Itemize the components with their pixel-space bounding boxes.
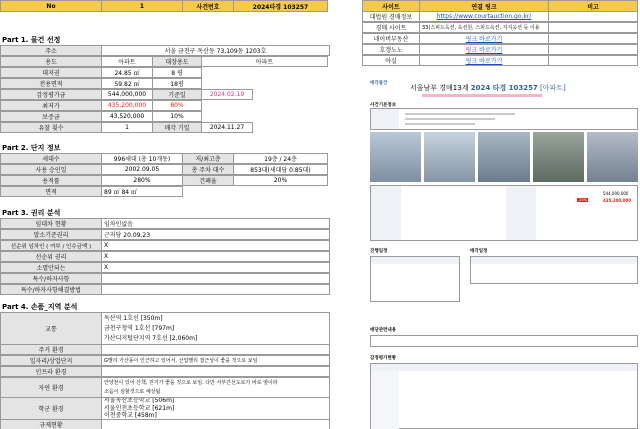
park-value: 853대(세대당 0.85대) (233, 164, 328, 175)
r3-label: 선순위 임차인 ( 여부 / 인수금액 ) (0, 240, 102, 251)
r2-value: 근저당 20.09.23 (101, 229, 330, 240)
min-pct: 80% (152, 100, 202, 111)
land-label: 대지권 (0, 67, 102, 78)
min-value: 435,200,000 (101, 100, 153, 111)
appr-value: 544,000,000 (101, 89, 153, 100)
addr-value: 서울 금천구 독산동 73,109동 1203호 (101, 45, 330, 56)
doc-related-box (370, 335, 638, 347)
r7-label: 특수/하자사항해결방법 (0, 284, 102, 295)
asil-note (548, 55, 638, 66)
school-line-1: 서울독산초등학교 [506m] (104, 397, 175, 405)
reg-label: 규제현황 (0, 419, 102, 429)
live-value (101, 344, 330, 355)
dep-pct: 10% (152, 111, 202, 122)
school-line-2: 서울인천초등학교 [621m] (104, 404, 175, 412)
r5-value: X (101, 262, 330, 273)
land-m2: 24.85 ㎡ (101, 67, 153, 78)
floor-label: 저/최고층 (182, 153, 234, 164)
doc-text-line (405, 123, 475, 125)
doc-title-suf: [아파트] (537, 84, 566, 92)
nature-line-2: 소음이 심할것으로 예상됨 (104, 388, 161, 395)
traffic-line-1: 독산역 1호선 [350m] (104, 314, 163, 322)
reg-value (101, 419, 330, 429)
doc-section-related: 매당관련내용 (370, 328, 397, 333)
part2-title: Part 2. 단지 정보 (2, 144, 61, 152)
nature-label: 자연 환경 (0, 377, 102, 398)
header-case-no: 2024타경 103257 (233, 0, 328, 12)
area-py: 18평 (152, 78, 202, 89)
dep-value: 43,520,000 (101, 111, 153, 122)
doc-table-head (371, 257, 459, 264)
use-value: 아파트 (101, 56, 153, 67)
doc-appraisal-table (370, 363, 638, 429)
infra-value (101, 366, 330, 377)
hh-label: 세대수 (0, 153, 102, 164)
site-name-court: 대법원 경매정보 (362, 11, 420, 22)
area-m2: 59.82 ㎡ (101, 78, 153, 89)
court-note (548, 11, 638, 22)
floor-value: 19층 / 24층 (233, 153, 328, 164)
traffic-value (101, 312, 330, 345)
doc-section-appraisal: 감정평가현황 (370, 356, 397, 361)
doc-table-head (471, 257, 637, 264)
doc-detail-table (370, 185, 638, 241)
part1-title: Part 1. 물건 선정 (2, 36, 61, 44)
land-py: 8 평 (152, 67, 202, 78)
r6-label: 특수/하자사항 (0, 273, 102, 284)
r5-label: 소멸안되는 (0, 262, 102, 273)
r4-label: 선순위 권리 (0, 251, 102, 262)
part3-title: Part 3. 권리 분석 (2, 209, 61, 217)
doc-table-head (371, 364, 637, 371)
doc-section-basic: 사건기본정보 (370, 103, 397, 108)
bcr-value: 20% (233, 175, 328, 186)
doc-sale-table (470, 256, 638, 284)
fail-label: 유찰 횟수 (0, 122, 102, 133)
base-label: 기준일 (152, 89, 202, 100)
hogang-note (548, 44, 638, 55)
hh-value: 996세대 (총 10개동) (101, 153, 183, 164)
sz-label: 면적 (0, 186, 102, 197)
fail-value: 1 (101, 122, 153, 133)
cat-value: 아파트 (201, 56, 328, 67)
min-label: 최저가 (0, 100, 102, 111)
cat-label: 대장용도 (152, 56, 202, 67)
site-header: 사이트 (362, 0, 420, 12)
infra-label: 인프라 환경 (0, 366, 102, 377)
site-name-hogang: 호갱노노 (362, 44, 420, 55)
base-date: 2024.02.19 (201, 89, 253, 100)
naver-link[interactable]: 링크 바로가기 (419, 33, 549, 44)
nature-line-1: 안양천이 있어 산책, 걷기가 좋을 것으로 보임. 다만 서부간선도로가 바로 옆이라 (104, 379, 278, 386)
building-photo (533, 132, 584, 182)
school-line-3: 이천중학교 [458m] (104, 412, 157, 420)
date-label: 사용 승인일 (0, 164, 102, 175)
part4-title: Part 4. 손품_지역 분석 (2, 303, 78, 311)
building-photo (424, 132, 475, 182)
doc-title (410, 83, 566, 93)
doc-text-line (405, 113, 515, 115)
r1-label: 임대차 현황 (0, 218, 102, 229)
court-link[interactable]: https://www.courtauction.go.kr/ (419, 11, 549, 22)
traffic-line-2: 금천구청역 1호선 [797m] (104, 324, 175, 332)
date-value: 2002.09.05 (101, 164, 183, 175)
far-value: 280% (101, 175, 183, 186)
doc-title-pre: 서울남부 경매13계 (410, 84, 471, 92)
hogang-link[interactable]: 링크 바로가기 (419, 44, 549, 55)
dep-label: 보증금 (0, 111, 102, 122)
r7-value (101, 284, 330, 295)
doc-label-col (506, 186, 536, 240)
auction-document (362, 75, 640, 429)
header-num: 1 (101, 0, 183, 12)
header-case-label: 사건번호 (182, 0, 234, 12)
r4-value: X (101, 251, 330, 262)
doc-label-col (371, 186, 401, 240)
doc-discount-badge: -20% (578, 198, 588, 202)
naver-note (548, 33, 638, 44)
bcr-label: 건폐율 (182, 175, 234, 186)
doc-appraisal-price: 544,000,000 (603, 191, 629, 196)
school-label: 학군 환경 (0, 397, 102, 420)
nature-value (101, 377, 330, 398)
park-label: 총 주차 대수 (182, 164, 234, 175)
sale-label: 매각 기일 (152, 122, 202, 133)
asil-link[interactable]: 링크 바로가기 (419, 55, 549, 66)
site-name-naver: 네이버부동산 (362, 33, 420, 44)
area-label: 전용면적 (0, 78, 102, 89)
auction-note (548, 22, 638, 33)
r2-label: 말소기준권리 (0, 229, 102, 240)
use-label: 용도 (0, 56, 102, 67)
note-header: 비고 (548, 0, 638, 12)
r6-value (101, 273, 330, 284)
doc-photo-strip (370, 132, 638, 182)
header-no: No (0, 0, 102, 12)
building-photo (587, 132, 638, 182)
doc-progress-table (370, 256, 460, 302)
r1-value: 임차인없음 (101, 218, 330, 229)
job-label: 일자리/상업단지 (0, 355, 102, 366)
doc-min-price: 435,200,000 (603, 198, 632, 203)
r3-value: X (101, 240, 330, 251)
building-photo (370, 132, 421, 182)
site-name-asil: 아실 (362, 55, 420, 66)
addr-label: 주소 (0, 45, 102, 56)
doc-subtitle-line (422, 94, 542, 97)
doc-basic-info (370, 108, 638, 130)
sz-value: 89 ㎡ 84 ㎡ (101, 186, 183, 197)
appr-label: 감정평가금 (0, 89, 102, 100)
link-header: 연결 링크 (419, 0, 549, 12)
live-label: 주거 환경 (0, 344, 102, 355)
building-photo (478, 132, 529, 182)
auction-sites-text: 33(스피드옥션, 옥션원, 스피드옥션, 지지옥션 등 이용 (419, 22, 549, 33)
far-label: 용적률 (0, 175, 102, 186)
school-value (101, 397, 330, 420)
doc-logo: 매각물건 (370, 81, 388, 86)
traffic-label: 교통 (0, 312, 102, 345)
job-value: G밸리 가산동이 인근하고 있어서, 산업밸리 접근성이 좋을 것으로 보임 (101, 355, 330, 366)
doc-title-case: 2024 타경 103257 (470, 84, 538, 92)
traffic-line-3: 가산디지털단지역 7호선 [2,060m] (104, 334, 198, 342)
doc-section-sale: 매각일정 (470, 249, 488, 254)
doc-section-progress: 진행일정 (370, 249, 388, 254)
site-name-auction: 경매 사이트 (362, 22, 420, 33)
doc-label-col (371, 371, 399, 429)
doc-label-col (371, 109, 399, 129)
doc-text-line (405, 118, 495, 120)
sale-date: 2024.11.27 (201, 122, 253, 133)
